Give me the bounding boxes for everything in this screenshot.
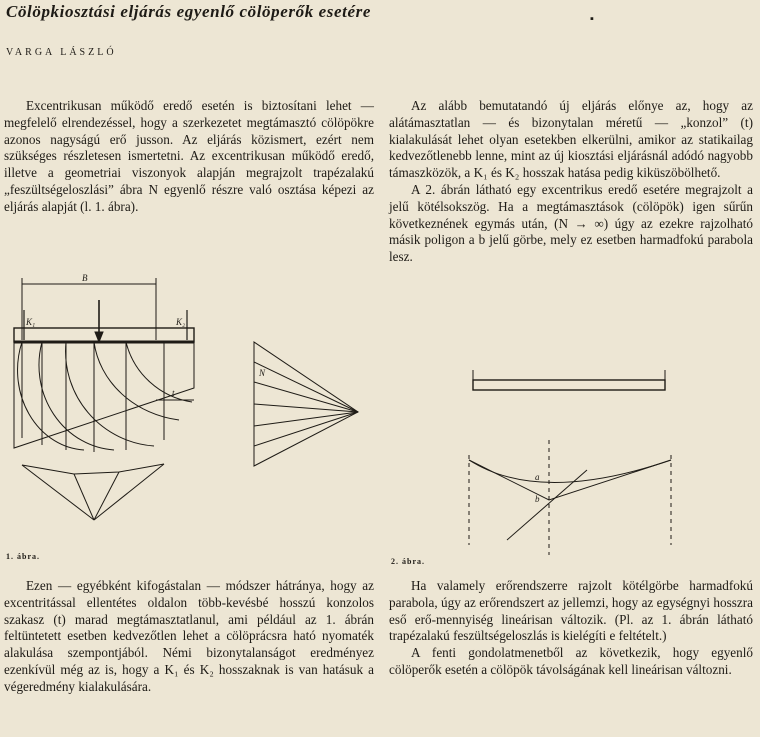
column-left-top <box>4 98 374 216</box>
paragraph: A fenti gondolatmenetből az következik, hogy egyenlő cölöperők esetén a cölöpök távolságának kell lineárisan változni. <box>389 645 753 677</box>
label-b: B <box>82 273 88 283</box>
paragraph: Az alább bemutatandó új eljárás előnye az, hogy az alátámasztatlan — és bizonytalan méretű — „konzol” (t) kialakulását lehet olyan esetekben elkerülni, amikor az statikailag kedvezőtlenebb lenne, mint az új kiosztási eljárásnál adódó nagyobb támaszközök, a K₁ és K₂ hosszak hatása pedig kiküszöbölhető. <box>389 98 753 181</box>
figure-2-drawing <box>389 330 753 560</box>
trapezoid-diagram <box>14 342 194 448</box>
label-b2: b <box>535 494 540 504</box>
figure-1-caption: 1. ábra. <box>6 552 40 561</box>
curve-b <box>469 460 671 483</box>
label-t: t <box>172 388 175 398</box>
paragraph: A 2. ábrán látható egy excentrikus eredő esetére megrajzolt a jelű kötélsokszög. Ha a megtámasztások (cölöpök) igen sűrűn következnének egymás után, (N → ∞) úgy az ezekre rajzolható másik poligon a b jelű görbe, mely ez esetben harmadfokú parabola lesz. <box>389 181 753 265</box>
article-title: Cölöpkiosztási eljárás egyenlő cölöperők esetére <box>6 2 371 21</box>
beam <box>473 380 665 390</box>
paragraph: Ezen — egyébként kifogástalan — módszer hátránya, hogy az excentritással ellentétes oldalon több-kevésbé hosszú konzolos szakasz (t) marad megtámasztatlanul, ami például az 1. ábrán feltüntetett esetben kedvezőtlen lehet a cölöprácsra ható nyomaték alakulása szempontjából. Némi bizonytalanságot eredményez ezenkívül még az is, hogy a K₁ és K₂ hosszaknak is van hatásuk a végeredmény kialakulására. <box>4 578 374 694</box>
label-n: N <box>259 368 266 378</box>
label-k2: K₂ <box>176 317 186 327</box>
article-author: VARGA LÁSZLÓ <box>6 47 117 58</box>
paragraph: Excentrikusan működő eredő esetén is biztosítani lehet — megfelelő elrendezéssel, hogy a szerkezetet megtámasztó cölöpökre azonos nagyságú erő jusson. Az eljárás közismert, ezért nem szükséges részletesen ismertetni. Az excentrikusan működő eredő, illetve a geometriai viszonyok alapján megrajzolt trapézalakú „feszültségeloszlási” ábra N egyenlő részre való osztása képezi az eljárás alapját (l. 1. ábra). <box>4 98 374 214</box>
funicular-a <box>469 460 671 500</box>
column-left-bottom <box>4 578 374 696</box>
paragraph: Ha valamely erőrendszerre rajzolt kötélgörbe harmadfokú parabola, úgy az erőrendszert az jellemzi, hogy az egységnyi hosszra eső erő-mennyiség lineárisan változik. (Pl. az 1. ábrán látható trapézalakú feszültségeloszlás is kielégíti e feltételt.) <box>389 578 753 644</box>
label-a: a <box>535 472 540 482</box>
funicular-polygon <box>22 464 164 474</box>
column-right-top <box>389 98 753 266</box>
column-right-bottom <box>389 578 753 679</box>
speck-mark: ▪ <box>590 13 594 25</box>
figure-2-caption: 2. ábra. <box>391 557 425 566</box>
figure-1-drawing <box>4 270 374 550</box>
label-k1: K₁ <box>26 317 36 327</box>
pile-cap <box>14 328 194 342</box>
